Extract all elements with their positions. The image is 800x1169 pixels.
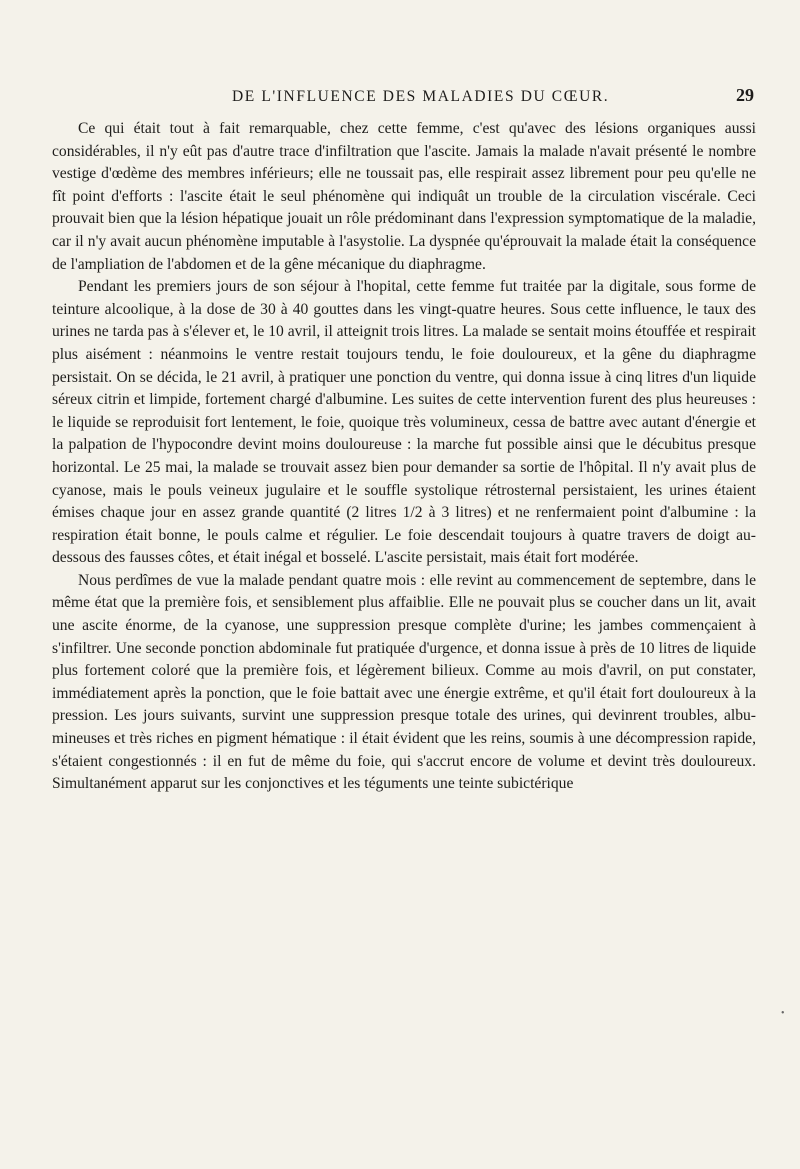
body-text: [52, 118, 756, 796]
paragraph-1: Ce qui était tout à fait remarquable, chez cette femme, c'est qu'avec des lésions organiques aussi considérables, il n'y eût pas d'autre trace d'infiltration que l'ascite. Jamais la malade n'avait présenté le nombre vestige d'œdème des membres inférieurs; elle ne toussait pas, elle respirait assez librement pour peu qu'elle ne fît point d'efforts : l'ascite était le seul phénomène qui indiquât un trouble de la circulation viscérale. Ceci prouvait bien que la lésion hépatique jouait un rôle prédominant dans l'expression symptomatique de la maladie, car il n'y avait aucun phénomène imputable à l'asystolie. La dyspnée qu'éprouvait la malade était la conséquence de l'ampliation de l'abdomen et de la gêne mécanique du diaphragme.: [52, 120, 756, 273]
page-header: [232, 85, 754, 112]
paragraph-3: Nous perdîmes de vue la malade pendant quatre mois : elle revint au commencement de septembre, dans le même état que la première fois, et sensiblement plus affaiblie. Elle ne pouvait plus se coucher dans un lit, avait une ascite énorme, de la cyanose, une suppression presque complète d'urine; les jambes commençaient à s'infiltrer. Une seconde ponction abdominale fut pratiquée d'urgence, et donna issue à près de 10 litres de liquide plus fortement coloré que la première fois, et légèrement bilieux. Comme au mois d'avril, on put constater, immédiatement après la ponction, que le foie battait avec une énergie extrême, et qu'il était fort douloureux à la pression. Les jours suivants, survint une suppression presque totale des urines, qui devinrent troubles, albumineuses et très riches en pigment hématique : il était évident que les reins, soumis à une décompression rapide, s'étaient congestionnés : il en fut de même du foie, qui s'accrut encore de volume et devint très douloureux. Simultanément apparut sur les conjonctives et les téguments une teinte subictérique: [52, 571, 756, 793]
page-number: 29: [736, 85, 754, 105]
margin-dot-mark: •: [781, 1008, 785, 1019]
paragraph-2: Pendant les premiers jours de son séjour à l'hopital, cette femme fut traitée par la digitale, sous forme de teinture alcoolique, à la dose de 30 à 40 gouttes dans les vingt-quatre heures. Sous cette influence, le taux des urines ne tarda pas à s'élever et, le 10 avril, il atteignit trois litres. La malade se sentait moins étouffée et respirait plus aisément : néanmoins le ventre restait toujours tendu, le foie douloureux, et la gêne du diaphragme persistait. On se décida, le 21 avril, à pratiquer une ponction du ventre, qui donna issue à cinq litres d'un liquide séreux citrin et limpide, fortement chargé d'albumine. Les suites de cette intervention furent des plus heureuses : le liquide se reproduisit fort lentement, le foie, quoique très volumineux, cessa de battre avec autant d'énergie et la palpation de l'hypocondre devint moins douloureuse : la marche fut possible ainsi que le décubitus presque horizontal. Le 25 mai, la malade se trouvait assez bien pour demander sa sortie de l'hôpital. Il n'y avait plus de cyanose, mais le pouls veineux jugulaire et le souffle systolique rétrosternal persistaient, les urines étaient émises chaque jour en assez grande quantité (2 litres 1/2 à 3 litres) et ne renfermaient point d'albumine : la respiration était bonne, le pouls calme et régulier. Le foie descendait toujours à quatre travers de doigt au-dessous des fausses côtes, et était inégal et bosselé. L'ascite persistait, mais était fort modérée.: [52, 278, 756, 567]
running-head: DE L'INFLUENCE DES MALADIES DU CŒUR.: [232, 88, 610, 105]
